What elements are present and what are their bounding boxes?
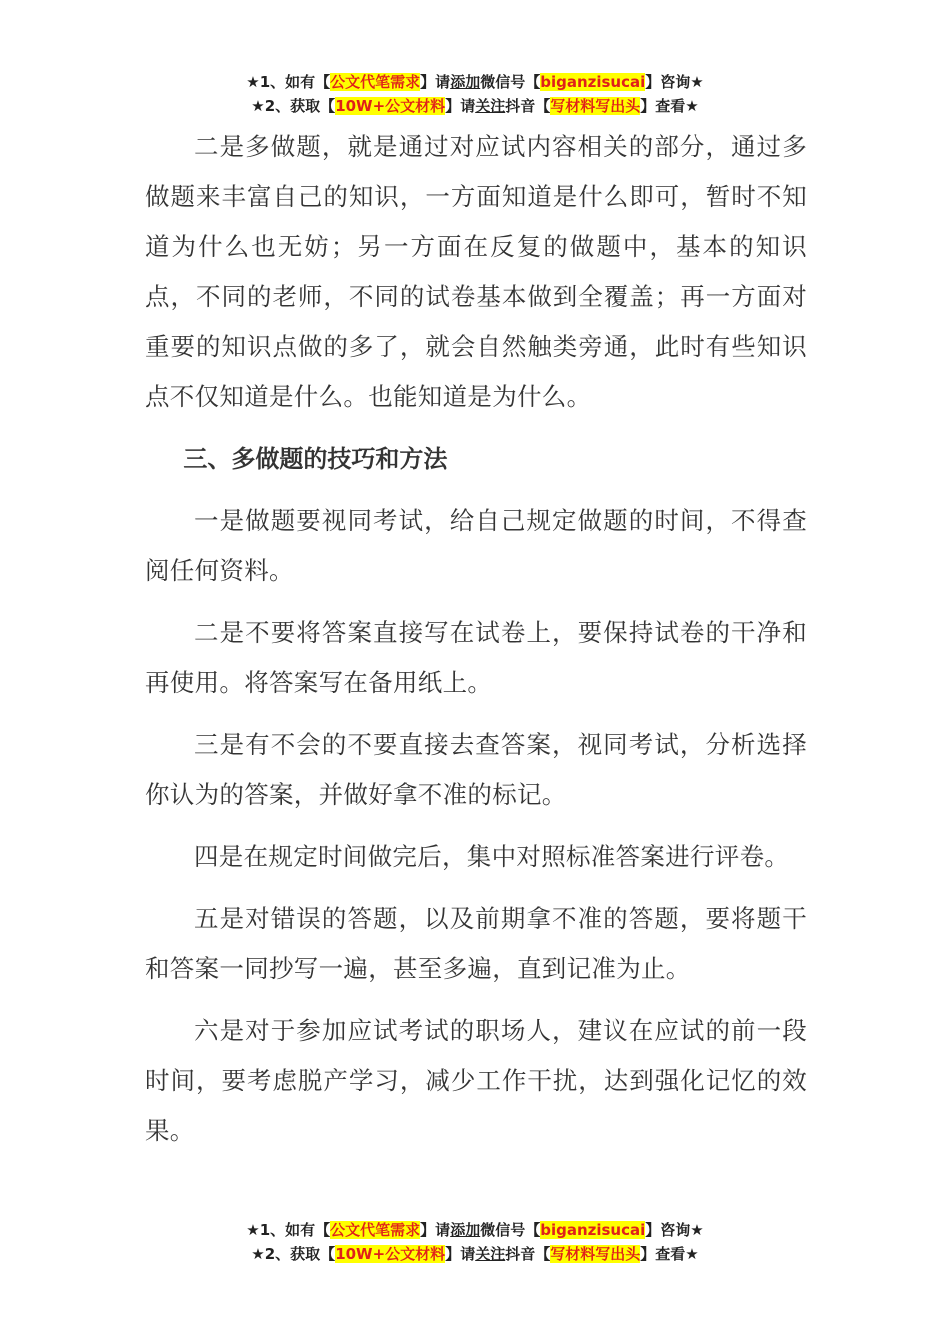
document-body bbox=[145, 122, 807, 1168]
header-line-1 bbox=[0, 70, 950, 94]
underlined-text: 添加 bbox=[450, 1221, 481, 1239]
method-paragraph-3: 三是有不会的不要直接去查答案，视同考试，分析选择你认为的答案，并做好拿不准的标记。 bbox=[145, 730, 807, 809]
header-banner bbox=[0, 70, 950, 118]
header-text: 】请 bbox=[445, 97, 476, 115]
highlight-douyin-id: 写材料写出头 bbox=[550, 1245, 641, 1263]
highlight-service: 公文代笔需求 bbox=[330, 1221, 421, 1239]
underlined-text: 关注 bbox=[475, 97, 506, 115]
header-line-2 bbox=[0, 94, 950, 118]
header-text: 抖音【 bbox=[505, 97, 551, 115]
header-text: 】查看★ bbox=[640, 97, 699, 115]
section-heading: 三、多做题的技巧和方法 bbox=[183, 445, 448, 473]
method-paragraph-6: 六是对于参加应试考试的职场人，建议在应试的前一段时间，要考虑脱产学习，减少工作干扰，达到强化记忆的效果。 bbox=[145, 1016, 807, 1145]
underlined-text: 关注 bbox=[475, 1245, 506, 1263]
method-paragraph-2: 二是不要将答案直接写在试卷上，要保持试卷的干净和再使用。将答案写在备用纸上。 bbox=[145, 618, 807, 697]
footer-line-1 bbox=[0, 1218, 950, 1242]
highlight-wechat-id: biganzisucai bbox=[540, 1221, 646, 1239]
footer-text: 】查看★ bbox=[640, 1245, 699, 1263]
highlight-service: 公文代笔需求 bbox=[330, 73, 421, 91]
footer-line-2 bbox=[0, 1242, 950, 1266]
highlight-materials: 10W+公文材料 bbox=[335, 1245, 446, 1263]
header-text: 】请 bbox=[420, 73, 451, 91]
highlight-douyin-id: 写材料写出头 bbox=[550, 97, 641, 115]
paragraph-more-practice: 二是多做题，就是通过对应试内容相关的部分，通过多做题来丰富自己的知识，一方面知道是什么即可，暂时不知道为什么也无妨；另一方面在反复的做题中，基本的知识点，不同的老师，不同的试卷基本做到全覆盖；再一方面对重要的知识点做的多了，就会自然触类旁通，此时有些知识点不仅知道是什么。也能知道是为什么。 bbox=[145, 132, 807, 411]
footer-banner bbox=[0, 1218, 950, 1266]
highlight-materials: 10W+公文材料 bbox=[335, 97, 446, 115]
footer-text: 】咨询★ bbox=[645, 1221, 704, 1239]
method-paragraph-4: 四是在规定时间做完后，集中对照标准答案进行评卷。 bbox=[194, 842, 790, 871]
footer-text: ★1、如有【 bbox=[246, 1221, 331, 1239]
header-text: 】咨询★ bbox=[645, 73, 704, 91]
header-text: 微信号【 bbox=[480, 73, 541, 91]
header-text: ★1、如有【 bbox=[246, 73, 331, 91]
footer-text: ★2、获取【 bbox=[251, 1245, 336, 1263]
footer-text: 】请 bbox=[420, 1221, 451, 1239]
method-paragraph-5: 五是对错误的答题，以及前期拿不准的答题，要将题干和答案一同抄写一遍，甚至多遍，直到记准为止。 bbox=[145, 904, 807, 983]
underlined-text: 添加 bbox=[450, 73, 481, 91]
footer-text: 抖音【 bbox=[505, 1245, 551, 1263]
method-paragraph-1: 一是做题要视同考试，给自己规定做题的时间，不得查阅任何资料。 bbox=[145, 506, 807, 585]
header-text: ★2、获取【 bbox=[251, 97, 336, 115]
footer-text: 】请 bbox=[445, 1245, 476, 1263]
highlight-wechat-id: biganzisucai bbox=[540, 73, 646, 91]
footer-text: 微信号【 bbox=[480, 1221, 541, 1239]
